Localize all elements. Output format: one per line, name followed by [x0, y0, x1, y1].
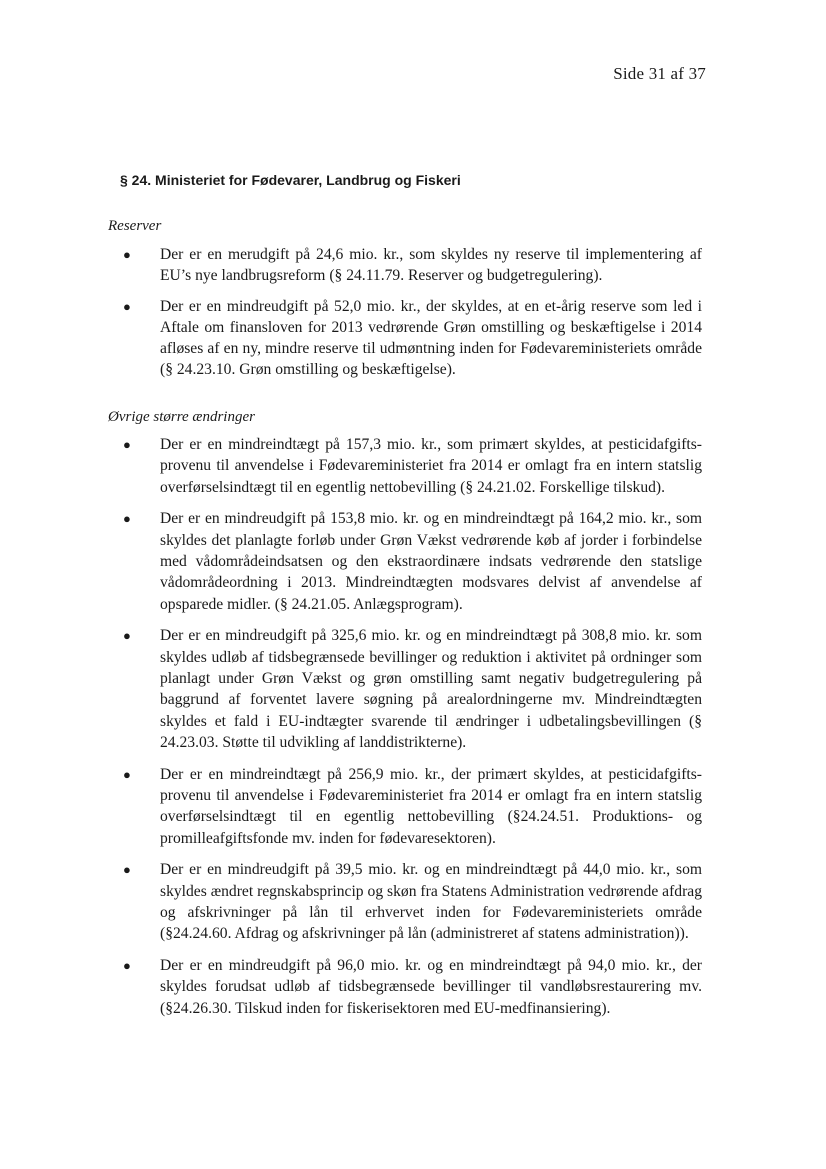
list-item-text: Der er en mindreudgift på 39,5 mio. kr. og en mindreindtægt på 44,0 mio. kr., som skyldes ændret regnskabsprincip og skøn fra Statens Administration vedrørende afdrag og afskrivninger på lån til erhvervet inden for Fødevareministeriets område (§24.24.60. Afdrag og afskrivninger på lån (administreret af statens administration)). [160, 861, 702, 943]
reserver-heading: Reserver [108, 218, 162, 234]
list-item-text: Der er en mindreudgift på 96,0 mio. kr. og en mindreindtægt på 94,0 mio. kr., der skyldes forudsat udløb af tidsbegrænsede bevillinger til vandløbsrestaurering mv. (§24.26.30. Tilskud inden for fiskerisektoren med EU-medfinansiering). [160, 957, 702, 1017]
other-changes-list [120, 434, 702, 1029]
bullet-icon: ● [123, 766, 131, 782]
bullet-icon: ● [123, 628, 131, 644]
list-item-text: Der er en mindreudgift på 153,8 mio. kr. og en mindreindtægt på 164,2 mio. kr., som skyldes det planlagte forløb under Grøn Vækst vedrørende køb af jorder i forbindelse med vådområdeindsatsen og den ekstraordinære indsats vedrørende den statslige vådområdeordning i 2013. Mindreindtægten modsvares delvist af anvendelse af opsparede midler. (§ 24.21.05. Anlægsprogram). [160, 510, 702, 613]
list-item [120, 859, 702, 944]
section-heading: § 24. Ministeriet for Fødevarer, Landbrug og Fiskeri [120, 172, 461, 188]
page-number: Side 31 af 37 [613, 64, 706, 83]
bullet-icon: ● [123, 298, 131, 314]
reserver-list [120, 244, 702, 390]
bullet-icon: ● [123, 862, 131, 878]
list-item [120, 625, 702, 753]
list-item [120, 508, 702, 614]
list-item-text: Der er en mindreudgift på 52,0 mio. kr., der skyldes, at en et-årig reserve som led i Aftale om finansloven for 2013 vedrørende Grøn omstilling og beskæftigelse i 2014 afløses af en ny, mindre reserve til udmøntning inden for Fødevareministeriets område (§ 24.23.10. Grøn omstilling og beskæftigelse). [160, 297, 702, 379]
list-item-text: Der er en merudgift på 24,6 mio. kr., som skyldes ny reserve til implementering af EU’s nye landbrugsreform (§ 24.11.79. Reserver og budgetregulering). [160, 246, 702, 285]
list-item [120, 764, 702, 849]
list-item [120, 434, 702, 498]
bullet-icon: ● [123, 511, 131, 527]
list-item [120, 955, 702, 1019]
list-item-text: Der er en mindreindtægt på 256,9 mio. kr., der primært skyldes, at pesticidafgiftsprovenu til anvendelse i Fødevareministeriet fra 2014 er omlagt fra en intern statslig overførselsindtægt til en egentlig nettobevilling (§24.24.51. Produktions- og promilleafgiftsfonde mv. inden for fødevaresektoren). [160, 765, 702, 847]
bullet-icon: ● [123, 958, 131, 974]
other-changes-heading: Øvrige større ændringer [108, 409, 255, 425]
list-item-text: Der er en mindreindtægt på 157,3 mio. kr., som primært skyldes, at pesticidafgiftsprovenu til anvendelse i Fødevareministeriet fra 2014 er omlagt fra en intern statslig overførselsindtægt til en egentlig nettobevilling (§ 24.21.02. Forskellige tilskud). [160, 436, 702, 496]
list-item [120, 296, 702, 381]
bullet-icon: ● [123, 247, 131, 262]
bullet-icon: ● [123, 437, 131, 452]
list-item-text: Der er en mindreudgift på 325,6 mio. kr. og en mindreindtægt på 308,8 mio. kr. som skyldes udløb af tidsbegrænsede bevillinger og reduktion i aktivitet på ordninger som planlagt under Grøn Vækst og grøn omstilling samt negativ budgetregulering på baggrund af forventet lavere søgning på arealordningerne mv. Mindreindtægten skyldes et fald i EU-indtægter svarende til ændringer i udbetalingsbevillingen (§ 24.23.03. Støtte til udvikling af landdistrikterne). [160, 627, 702, 751]
list-item [120, 244, 702, 287]
